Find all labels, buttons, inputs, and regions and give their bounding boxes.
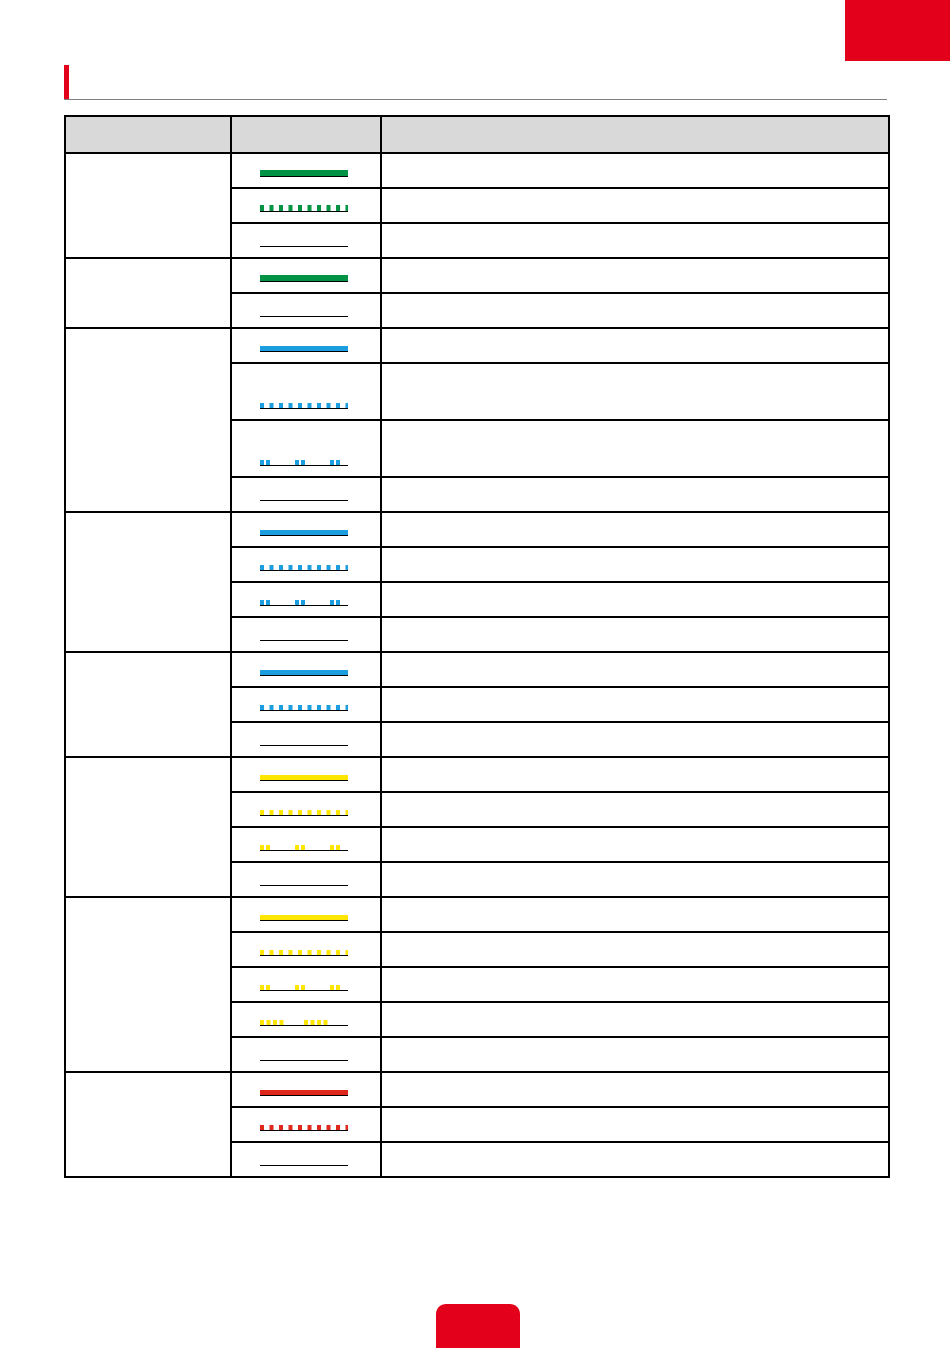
baseline-rule <box>260 640 348 641</box>
page-number-tab <box>436 1304 520 1348</box>
solid-line-indicator <box>260 166 348 177</box>
plain-line-indicator <box>260 1050 348 1061</box>
description-cell <box>381 967 889 1002</box>
line-indicator-cell <box>231 1002 381 1037</box>
table-row <box>65 512 889 547</box>
table-row <box>65 897 889 932</box>
baseline-rule <box>260 211 348 212</box>
line-indicator-cell <box>231 827 381 862</box>
line-indicator-cell <box>231 757 381 792</box>
line-indicator-cell <box>231 687 381 722</box>
dotted-line-indicator <box>260 945 348 956</box>
dotted-line-indicator <box>260 1120 348 1131</box>
solid-line-indicator <box>260 1085 348 1096</box>
line-indicator-cell <box>231 897 381 932</box>
dotted-line-indicator <box>260 398 348 409</box>
table-header-row <box>65 116 889 153</box>
description-cell <box>381 582 889 617</box>
line-indicator-cell <box>231 328 381 363</box>
line-indicator-cell <box>231 293 381 328</box>
baseline-rule <box>260 990 348 991</box>
baseline-rule <box>260 955 348 956</box>
plain-line-indicator <box>260 236 348 247</box>
description-cell <box>381 757 889 792</box>
baseline-rule <box>260 780 348 781</box>
dotted-line-indicator <box>260 560 348 571</box>
description-cell <box>381 547 889 582</box>
baseline-rule <box>260 351 348 352</box>
table-row <box>65 652 889 687</box>
baseline-rule <box>260 408 348 409</box>
line-indicator-cell <box>231 617 381 652</box>
header-cell-description <box>381 116 889 153</box>
line-indicator-cell <box>231 258 381 293</box>
description-cell <box>381 897 889 932</box>
description-cell <box>381 722 889 757</box>
description-cell <box>381 617 889 652</box>
dotted-line-indicator <box>260 805 348 816</box>
line-indicator-cell <box>231 1142 381 1177</box>
table-row <box>65 1072 889 1107</box>
solid-line-indicator <box>260 271 348 282</box>
line-indicator-cell <box>231 477 381 512</box>
dashed-line-indicator <box>260 595 348 606</box>
description-cell <box>381 652 889 687</box>
description-cell <box>381 293 889 328</box>
line-indicator-cell <box>231 722 381 757</box>
table-row <box>65 757 889 792</box>
line-indicator-cell <box>231 188 381 223</box>
baseline-rule <box>260 1060 348 1061</box>
section-heading-rule <box>64 99 887 100</box>
baseline-rule <box>260 246 348 247</box>
group-label-cell <box>65 258 231 328</box>
group-label-cell <box>65 512 231 652</box>
line-indicator-cell <box>231 932 381 967</box>
description-cell <box>381 420 889 477</box>
description-cell <box>381 862 889 897</box>
solid-line-indicator <box>260 770 348 781</box>
description-cell <box>381 1002 889 1037</box>
description-cell <box>381 328 889 363</box>
description-cell <box>381 792 889 827</box>
baseline-rule <box>260 570 348 571</box>
baseline-rule <box>260 675 348 676</box>
dotted-line-indicator <box>260 201 348 212</box>
description-cell <box>381 258 889 293</box>
group-label-cell <box>65 757 231 897</box>
line-indicator-cell <box>231 512 381 547</box>
baseline-rule <box>260 1130 348 1131</box>
dotted-line-indicator <box>260 700 348 711</box>
description-cell <box>381 512 889 547</box>
baseline-rule <box>260 176 348 177</box>
line-indicator-cell <box>231 223 381 258</box>
line-indicator-cell <box>231 363 381 420</box>
plain-line-indicator <box>260 306 348 317</box>
description-cell <box>381 932 889 967</box>
baseline-rule <box>260 316 348 317</box>
solid-line-indicator <box>260 341 348 352</box>
line-indicator-cell <box>231 967 381 1002</box>
baseline-rule <box>260 1095 348 1096</box>
baseline-rule <box>260 815 348 816</box>
group-label-cell <box>65 897 231 1072</box>
header-cell-type <box>65 116 231 153</box>
description-cell <box>381 1037 889 1072</box>
baseline-rule <box>260 465 348 466</box>
line-indicator-cell <box>231 547 381 582</box>
description-cell <box>381 827 889 862</box>
line-indicator-cell <box>231 1037 381 1072</box>
plain-line-indicator <box>260 1155 348 1166</box>
line-indicator-cell <box>231 153 381 188</box>
description-cell <box>381 687 889 722</box>
plain-line-indicator <box>260 630 348 641</box>
plain-line-indicator <box>260 735 348 746</box>
solid-line-indicator <box>260 665 348 676</box>
header-cell-indicator <box>231 116 381 153</box>
baseline-rule <box>260 500 348 501</box>
description-cell <box>381 153 889 188</box>
baseline-rule <box>260 605 348 606</box>
baseline-rule <box>260 535 348 536</box>
line-indicator-cell <box>231 1072 381 1107</box>
baseline-rule <box>260 281 348 282</box>
baseline-rule <box>260 1025 348 1026</box>
legend-table <box>64 115 890 1178</box>
plain-line-indicator <box>260 875 348 886</box>
line-indicator-cell <box>231 862 381 897</box>
description-cell <box>381 1107 889 1142</box>
group-label-cell <box>65 328 231 512</box>
group-label-cell <box>65 153 231 258</box>
section-heading-marker <box>64 65 69 99</box>
solid-line-indicator <box>260 525 348 536</box>
table-row <box>65 153 889 188</box>
baseline-rule <box>260 850 348 851</box>
baseline-rule <box>260 710 348 711</box>
baseline-rule <box>260 1165 348 1166</box>
baseline-rule <box>260 745 348 746</box>
table-row <box>65 328 889 363</box>
plain-line-indicator <box>260 490 348 501</box>
line-indicator-cell <box>231 652 381 687</box>
description-cell <box>381 188 889 223</box>
solid-line-indicator <box>260 910 348 921</box>
chapter-tab <box>845 0 950 61</box>
table-row <box>65 258 889 293</box>
dashed-line-indicator <box>260 980 348 991</box>
description-cell <box>381 477 889 512</box>
description-cell <box>381 1072 889 1107</box>
dashdot-line-indicator <box>260 1015 348 1026</box>
group-label-cell <box>65 652 231 757</box>
description-cell <box>381 1142 889 1177</box>
description-cell <box>381 223 889 258</box>
line-indicator-cell <box>231 582 381 617</box>
line-indicator-cell <box>231 792 381 827</box>
baseline-rule <box>260 885 348 886</box>
description-cell <box>381 363 889 420</box>
group-label-cell <box>65 1072 231 1177</box>
dashed-line-indicator <box>260 455 348 466</box>
line-indicator-cell <box>231 420 381 477</box>
dashed-line-indicator <box>260 840 348 851</box>
line-indicator-cell <box>231 1107 381 1142</box>
baseline-rule <box>260 920 348 921</box>
